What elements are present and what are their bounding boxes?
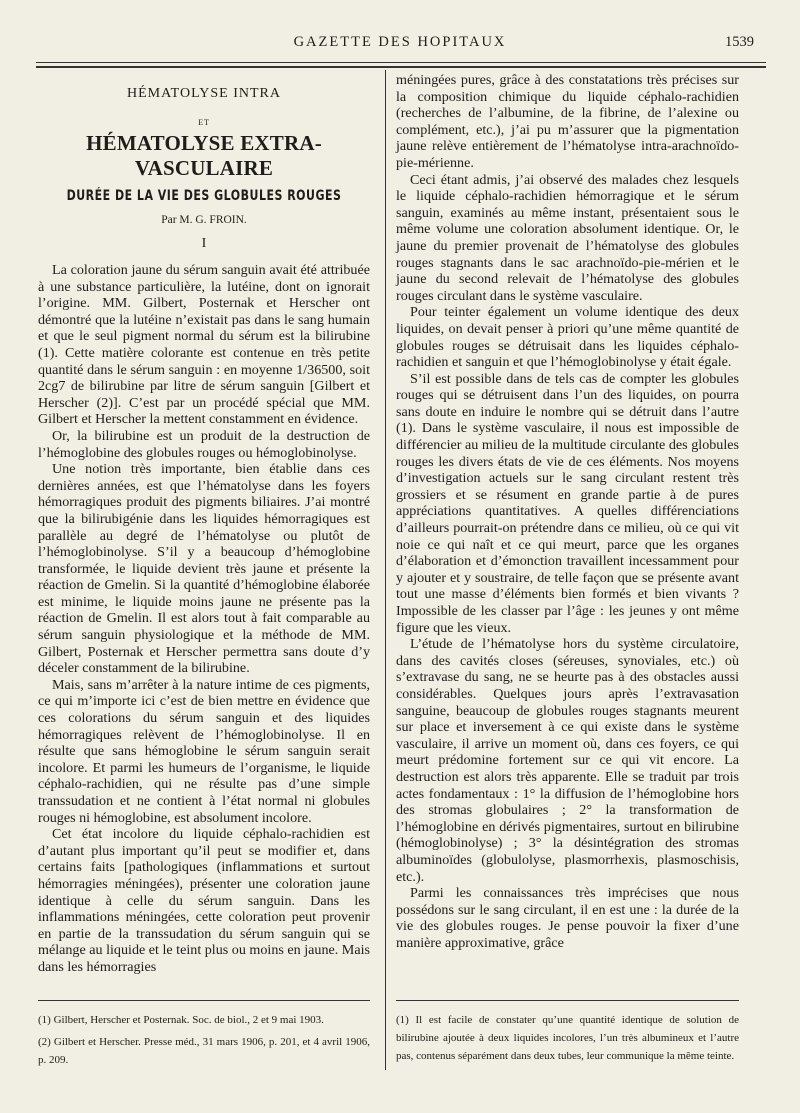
footnotes-left (38, 1000, 370, 1073)
paragraph: Mais, sans m’arrêter à la nature intime de ces pigments, ce qui m’importe ici c’est de bien mettre en évidence que ces colorations du sérum sanguin et des liquides hémorragiques relèvent de l’hémoglobinolyse. Il en résulte que sans hémoglobine le sérum sanguin serait incolore. Et parmi les humeurs de l’organisme, le liquide céphalo-rachidien, qui ne résulte pas d’une simple transsudation et ne contient à l’état normal ni globules rouges ni hémoglobine, est absolument incolore. (38, 676, 370, 826)
article-subtitle: DURÉE DE LA VIE DES GLOBULES ROUGES (66, 187, 342, 204)
header-rule-thick (36, 66, 766, 68)
right-body (396, 72, 739, 951)
column-divider (385, 70, 386, 1070)
paragraph: Parmi les connaissances très imprécises que nous possédons sur le sang circulant, il en est une : la durée de la vie des globules rouges. Je pense pouvoir la fixer d’une manière approximative, grâce (396, 885, 739, 951)
footnote-rule (396, 1000, 739, 1001)
footnote: (1) Il est facile de constater qu’une quantité identique de solution de bilirubine ajoutée à deux liquides incolores, l’un très albumineux et l’autre pas, contenus séparément dans deux tubes, leur communique la même teinte. (396, 1014, 739, 1062)
paragraph: Ceci étant admis, j’ai observé des malades chez lesquels le liquide céphalo-rachidien hémorragique et le sérum sanguin, examinés au même instant, présentaient sous le même volume une coloration absolument identique. Or, le jaune du premier provenait de l’hématolyse des globules rouges stagnants dans le sac arachnoïdo-pie-mérien et le jaune du second relevait de l’hématolyse des globules rouges circulant dans le système vasculaire. (396, 171, 739, 304)
header-rule (36, 62, 766, 63)
byline: Par M. G. FROIN. (161, 214, 247, 226)
running-title: GAZETTE DES HOPITAUX (293, 34, 507, 50)
paragraph: La coloration jaune du sérum sanguin avait été attribuée à une substance particulière, la lutéine, dont on ignorait l’origine. MM. Gilbert, Posternak et Herscher ont démontré que la lutéine n’existait pas dans le sang humain et que le seul pigment normal du sérum est la bilirubine (1). Cette matière colorante est contenue en très petite quantité dans le sérum sanguin : en moyenne 1/36500, soit 2cg7 de bilirubine par litre de sérum sanguin [Gilbert et Herscher (2)]. C’est par un procédé spécial que MM. Gilbert et Herscher la mettent constamment en évidence. (38, 262, 370, 428)
right-column (396, 72, 739, 951)
left-body (38, 262, 370, 976)
footnote-rule (38, 1000, 370, 1001)
paragraph: Pour teinter également un volume identique des deux liquides, on devait penser à priori qu’une même quantité de globules rouges se détruisait dans les liquides céphalo-rachidien et sanguin et que l’hémoglobinolyse y était égale. (396, 304, 739, 371)
paragraph: Cet état incolore du liquide céphalo-rachidien est d’autant plus important qu’il peut se modifier et, dans certains faits [pathologiques (inflammations et surtout hémorragies méningées), présenter une coloration jaune identique à celle du sérum sanguin. Dans les inflammations méningées, cette coloration peut provenir en partie de la transsudation du sérum sanguin qui se mélange au liquide et le teint plus ou moins en jaune. Mais dans les hémorragies (38, 826, 370, 975)
footnote: (1) Gilbert, Herscher et Posternak. Soc. de biol., 2 et 9 mai 1903. (38, 1014, 324, 1026)
section-number: I (201, 236, 207, 251)
paragraph: S’il est possible dans de tels cas de compter les globules rouges qui se détruisent dans l’un des liquides, on pourra sans doute en induire le nombre qui se détruit dans l’autre (1). Dans le système vasculaire, il nous est impossible de différencier au milieu de la multitude circulante des globules rouges les divers états de vie de ces éléments. Nos moyens d’investigation actuels sur le sang circulant restent très grossiers et se résument en grande partie à de pures appréciations quantitatives. A quelles différenciations d’ailleurs pourrait-on prétendre dans ce milieu, où ce qui vit noie ce qui naît et ce qui meurt, parce que les organes d’élaboration et d’émonction travaillent incessamment pour y ajouter et y soustraire, de telle façon que se présente avant tout une masse d’éléments bien formés et bien vivants ? Impossible de les classer par l’âge : les jeunes y ont même figure que les vieux. (396, 370, 739, 636)
page-number: 1539 (725, 34, 754, 50)
paragraph: Or, la bilirubine est un produit de la destruction de l’hémoglobine des globules rouges ou hémoglobinolyse. (38, 427, 370, 461)
title-conjunction: ET (198, 118, 210, 127)
paragraph: méningées pures, grâce à des constatations très précises sur la composition chimique du liquide céphalo-rachidien (recherches de l’albumine, de la fibrine, de l’alexine ou complément, etc.), j’ai pu m’assurer que la pigmentation jaune relève entièrement de l’hématolyse intra-arachnoïdo-pie-mérienne. (396, 72, 739, 171)
page-header (0, 34, 800, 56)
article-title: HÉMATOLYSE EXTRA-VASCULAIRE (86, 131, 322, 180)
footnotes-right (396, 1000, 739, 1069)
paragraph: Une notion très importante, bien établie dans ces dernières années, est que l’hématolyse dans les foyers hémorragiques produit des pigments biliaires. J’ai montré que la bilirubigénie dans les liquides hémorragiques est parallèle au degré de l’hématolyse ou plutôt de l’hémoglobinolyse. S’il y a beaucoup d’hémoglobine transformée, le liquide devient très jaune et présente la réaction de Gmelin. Si la quantité d’hémoglobine élaborée est minime, le liquide moins jaune ne présente pas la réaction de Gmelin. Il est alors tout à fait comparable au sérum sanguin physiologique et la méthode de MM. Gilbert, Posternak et Herscher permettra sans doute d’y déceler constamment de la bilirubine. (38, 461, 370, 677)
paragraph: L’étude de l’hématolyse hors du système circulatoire, dans des cavités closes (séreuses, synoviales, etc.) où s’extravase du sang, ne se heurte pas à des obstacles aussi considérables. Quelques jours après l’extravasation sanguine, beaucoup de globules rouges stagnants meurent sur place et inversement à ce qui existe dans le système vasculaire, il arrive un moment où, dans ces foyers, ce qui meurt prédomine fortement sur ce qui vit encore. La destruction est alors très apparente. Elle se traduit par trois actes fondamentaux : 1° la diffusion de l’hémoglobine hors des stromas globulaires ; 2° la transformation de l’hémoglobine en dérivés pigmentaires, surtout en bilirubine (hémoglobinolyse) ; 3° la désintégration des stromas albuminoïdes (globulolyse, plasmorrhexis, plasmoschisis, etc.). (396, 636, 739, 885)
title-line-1: HÉMATOLYSE INTRA (127, 86, 281, 101)
left-column (38, 72, 370, 976)
footnote: (2) Gilbert et Herscher. Presse méd., 31 mars 1906, p. 201, et 4 avril 1906, p. 209. (38, 1036, 370, 1066)
